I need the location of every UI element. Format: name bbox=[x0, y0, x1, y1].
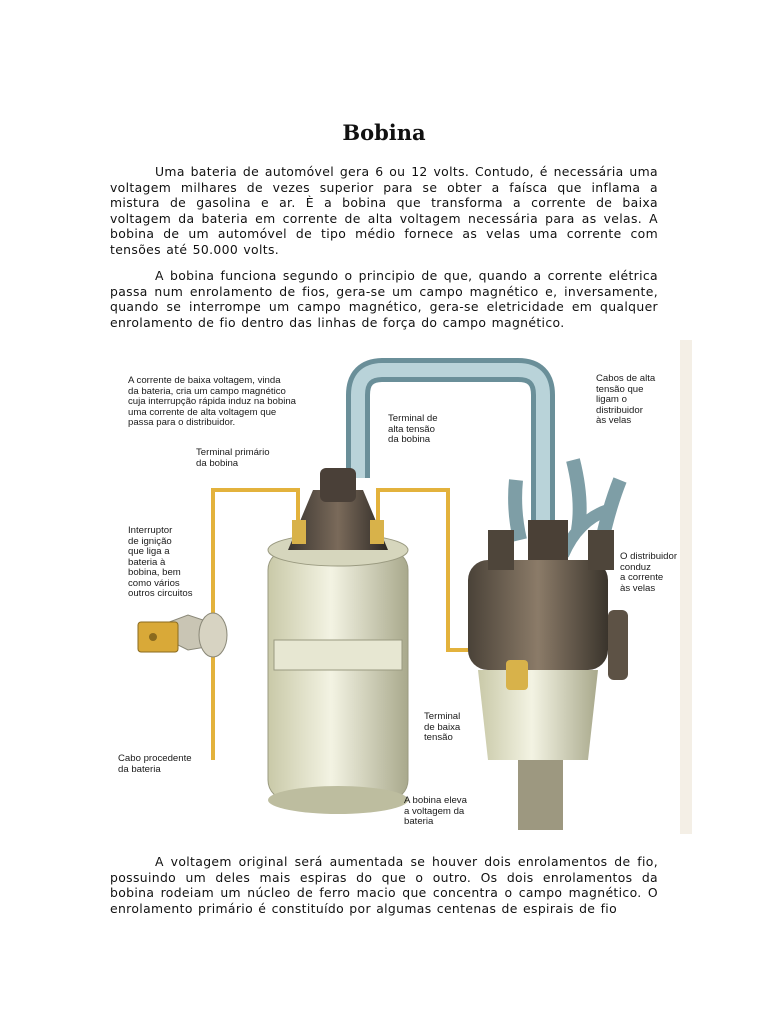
paragraph-3-text: A voltagem original será aumentada se houver dois enrolamentos de fio, possuindo um deles mais espiras do que o outro. Os dois enrolamentos da bobina rodeiam um núcleo de ferro macio que concentra o campo magnético. O enrolamento primário é constituído por algumas centenas de espirais de fio bbox=[110, 854, 658, 916]
label-high-voltage-terminal: Terminal de alta tensão da bobina bbox=[388, 413, 438, 445]
label-coil-raises-voltage: A bobina eleva a voltagem da bateria bbox=[404, 795, 467, 827]
paragraph-1 bbox=[110, 164, 658, 257]
label-distributor: O distribuidor conduz a corrente às velas bbox=[620, 551, 678, 594]
paragraph-1-text: Uma bateria de automóvel gera 6 ou 12 volts. Contudo, é necessária uma voltagem milhares de vezes superior para se obter a faísca que inflama a mistura de gasolina e ar. È a bobina que transforma a corrente de baixa voltagem da bateria em corrente de alta voltagem necessária para as velas. A bobina de um automóvel de tipo médio fornece as velas uma corrente com tensões até 50.000 volts. bbox=[110, 164, 658, 257]
paragraph-2 bbox=[110, 268, 658, 330]
paragraph-3 bbox=[110, 854, 658, 916]
label-low-voltage-current: A corrente de baixa voltagem, vinda da bateria, cria um campo magnético cuja interrupção rápida induz na bobina uma corrente de alta voltagem que passa para o distribuidor. bbox=[128, 375, 297, 428]
label-battery-cable: Cabo procedente da bateria bbox=[118, 753, 192, 775]
label-low-voltage-terminal: Terminal de baixa tensão bbox=[424, 711, 461, 743]
page-title: Bobina bbox=[342, 120, 426, 145]
label-high-voltage-cables: Cabos de alta tensão que ligam o distribuidor às velas bbox=[596, 373, 656, 426]
label-primary-terminal: Terminal primário da bobina bbox=[196, 447, 270, 469]
label-ignition-switch: Interruptor de ignição que liga a bateria à bobina, bem como vários outros circuitos bbox=[128, 525, 193, 599]
ignition-coil-illustration bbox=[108, 340, 692, 834]
paragraph-2-text: A bobina funciona segundo o principio de que, quando a corrente elétrica passa num enrolamento de fios, gera-se um campo magnético e, inversamente, quando se interrompe um campo magnético, gera-se eletricidade em qualquer enrolamento de fio dentro das linhas de força do campo magnético. bbox=[110, 268, 658, 330]
